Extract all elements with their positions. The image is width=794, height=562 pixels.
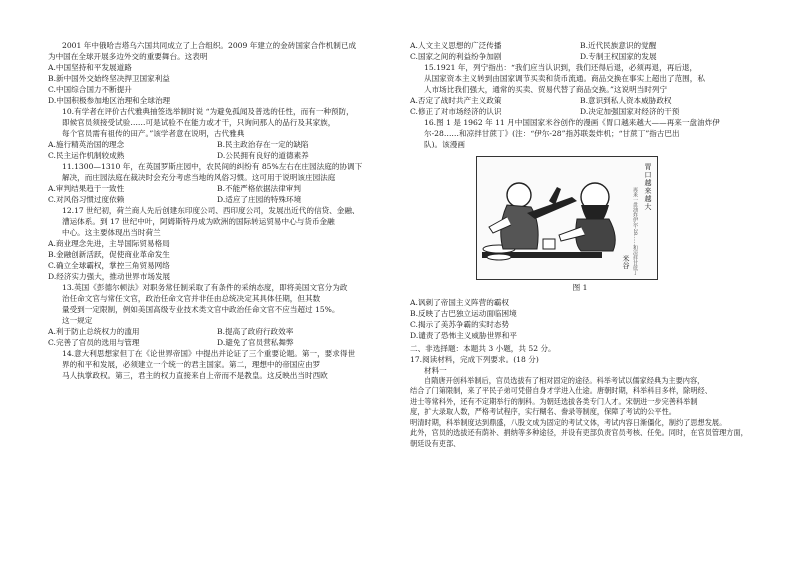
q17-text-line3: 进士等常科外，还有不定期举行的制科。为朝廷选拔各类专门人才。宋朝进一步完善科举制 [410,396,698,406]
q9-stem-line2: 为中国在全球开展多边外交的重要舞台。这表明 [48,52,208,61]
q11-option-c[interactable]: C.对风俗习惯过度依赖 [48,195,125,204]
q12-line2: 漕运体系。到 17 世纪中叶，阿姆斯特丹成为欧洲的国际转运贸易中心与货币金融 [62,217,335,226]
q16-line3: 队)。该漫画 [424,140,465,149]
q14-line3: 马人执掌政权。第三，君主的权力直接来自上帝而不是教皇。这反映出当时西欧 [62,371,328,380]
q17-text-line6: 此外，官员的选拔还有荫补、捐纳等多种途径，并设有吏部负责官员考核、任免。同时，在官员管理方面，朝廷设有吏部、 [410,428,748,448]
q15-option-b[interactable]: B.意识到私人资本威胁政权 [580,96,672,105]
q13-line1: 13.英国《彭德尔顿法》对职务常任制采取了有条件的采纳态度，即将美国文官分为政 [62,283,348,292]
q12-line1: 12.17 世纪初，荷兰商人先后创建东印度公司、西印度公司，发展出近代的信贷、金融、 [62,206,360,215]
q16-line1: 16.图 1 是 1962 年 11 月中国国家米谷创作的漫画《胃口越来越大——再来一盘油炸伊 [424,118,720,127]
q13-option-c[interactable]: C.完善了官员的选用与管理 [48,338,140,347]
q16-option-c[interactable]: C.揭示了美苏争霸的实时态势 [410,320,510,329]
q10-line1: 10.有学者在评价古代雅典抽签选举制时说 “为避免孤闻及普选的任性，而有一种预防， [62,107,354,116]
q11-line2: 解决，而庄园法庭在裁决时会充分考虑当地的风俗习惯。这可用于说明该庄园法庭 [62,173,336,182]
question-14-options [410,40,750,62]
q13-line4: 这一规定 [62,316,93,325]
q9-option-c[interactable]: C.中国综合国力不断提升 [48,85,132,94]
q10-option-d[interactable]: D.公民拥有良好的道德素养 [217,151,309,160]
q17-material-label: 材料一 [424,366,447,375]
q15-line1: 15.1921 年，列宁指出：“我们应当认识到，我们还得后退，必须再退，再后退， [424,63,698,72]
q10-option-b[interactable]: B.民主政治存在一定的缺陷 [217,140,309,149]
q12-line3: 中心。这主要体现出当时荷兰 [62,228,161,237]
q10-line3: 每个官员需有祖传的田产。”该学者意在说明，古代雅典 [62,129,245,138]
question-14 [48,348,386,381]
question-17 [410,354,750,449]
cartoon-subtitle: 再来一盘油炸伊尔-28……和凉拌甘蔗丁 [632,187,638,276]
q15-line2: 从国家资本主义转到由国家调节买卖和货币流通。商品交换在事实上超出了范围，私 [424,74,705,83]
q13-option-b[interactable]: B.提高了政府行政效率 [217,327,294,336]
q12-option-c[interactable]: C.确立全球霸权，掌控三角贸易网络 [48,261,170,270]
q16-line2: 尔-28……和凉拌甘蔗丁》(注：“伊尔-28”指苏联轰炸机；“甘蔗丁”指古巴出 [424,129,680,138]
q14-line1: 14.意大利思想家但丁在《论世界帝国》中提出并论证了三个重要论题。第一，要求得世 [62,349,356,358]
question-9 [48,40,386,106]
right-column [410,40,750,449]
question-12 [48,205,386,282]
q17-text-line1: 自隋唐开创科举制后，官员选拔有了相对固定的途径。科举考试以儒家经典为主要内容， [424,376,705,385]
q14-option-d[interactable]: D.专制王权国家的发展 [580,52,657,61]
q11-option-d[interactable]: D.适应了庄园的特殊环境 [217,195,302,204]
q17-title: 17.阅读材料，完成下列要求。(18 分) [410,355,539,364]
cartoon-title: 胃口越来越大 [644,163,652,211]
q15-option-d[interactable]: D.决定加强国家对经济的干预 [580,107,680,116]
q15-line3: 人市场比我们强大，通常的买卖、贸易代替了商品交换。”这说明当时列宁 [424,85,668,94]
q13-line3: 量受到一定限制，例如美国高级专业技术类文官中政治任命文官不应当超过 15%。 [62,305,340,314]
q12-option-a[interactable]: A.商业理念先进，主导国际贸易格局 [48,239,170,248]
left-column [48,40,386,381]
q9-option-b[interactable]: B.新中国外交始终坚决捍卫国家利益 [48,74,170,83]
q9-stem-line1: 2001 年中俄哈吉塔乌六国共同成立了上合组织。2009 年建立的金砖国家合作机制已成 [62,41,357,50]
q11-line1: 11.1300—1310 年，在英国罗斯庄园中，农民间的纠纷有 85%左右在庄园法庭的协调下 [62,162,363,171]
q13-option-d[interactable]: D.避免了官员营私舞弊 [217,338,294,347]
q12-option-d[interactable]: D.经济实力强大，推动世界市场发展 [48,272,171,281]
q17-text-line2: 结合了门第限制，来了平民子弟可凭借自身才学进入仕途。唐朝时期，科举科目多样，除明经、 [410,386,712,396]
q14-line2: 界的和平和发展，必须建立一个统一的君主国家。第二，理想中的帝国应由罗 [62,360,321,369]
question-13 [48,282,386,348]
q10-option-c[interactable]: C.民主运作机制较成熟 [48,151,125,160]
q9-option-a[interactable]: A.中国坚持和平发展道路 [48,63,132,72]
figure-caption: 图 1 [572,283,588,292]
q15-option-c[interactable]: C.修正了对市场经济的认识 [410,107,502,116]
q10-line2: 即候官员须接受试验……可是试验不在能力或才干，只询问那人的品行及其家族， [62,118,336,127]
question-15 [410,62,750,117]
q10-option-a[interactable]: A.施行精英治国的理念 [48,140,125,149]
q15-option-a[interactable]: A.否定了战时共产主义政策 [410,96,502,105]
section-2-heading: 二、非选择题：本题共 3 小题，共 52 分。 [410,344,556,353]
q17-text-line4: 度，扩大录取人数，严格考试程序，实行糊名、誊录等制度，保障了考试的公平性。 [410,407,676,417]
q16-option-b[interactable]: B.反映了古巴独立运动面临困境 [410,309,517,318]
q12-option-b[interactable]: B.金融创新活跃，促使商业革命发生 [48,250,170,259]
q14-option-c[interactable]: C.国家之间的利益纷争加剧 [410,52,502,61]
question-10 [48,106,386,161]
cartoon-figure [476,156,658,280]
q11-option-a[interactable]: A.审判结果趋于一致性 [48,184,125,193]
q14-option-a[interactable]: A.人文主义思想的广泛传播 [410,41,502,50]
q13-line2: 治任命文官与常任文官，政治任命文官并非任由总统决定其具体任期，但其数 [62,294,321,303]
q16-option-a[interactable]: A.讽刺了帝国主义阵营的霸权 [410,298,510,307]
q9-option-d[interactable]: D.中国积极参加地区治理和全球治理 [48,96,171,105]
cartoon-signature: 米谷 [622,255,630,269]
q14-option-b[interactable]: B.近代民族意识的觉醒 [580,41,657,50]
q13-option-a[interactable]: A.利于防止总统权力的滥用 [48,327,140,336]
q16-option-d[interactable]: D.谴责了恐怖主义威胁世界和平 [410,331,517,340]
question-11 [48,161,386,205]
q17-text-line5: 明清时期，科举制度达到鼎盛，八股文成为固定的考试文体，考试内容日渐僵化，制约了思想发展。 [410,417,727,427]
q11-option-b[interactable]: B.不能严格依据法律审判 [217,184,301,193]
question-16 [410,117,750,341]
